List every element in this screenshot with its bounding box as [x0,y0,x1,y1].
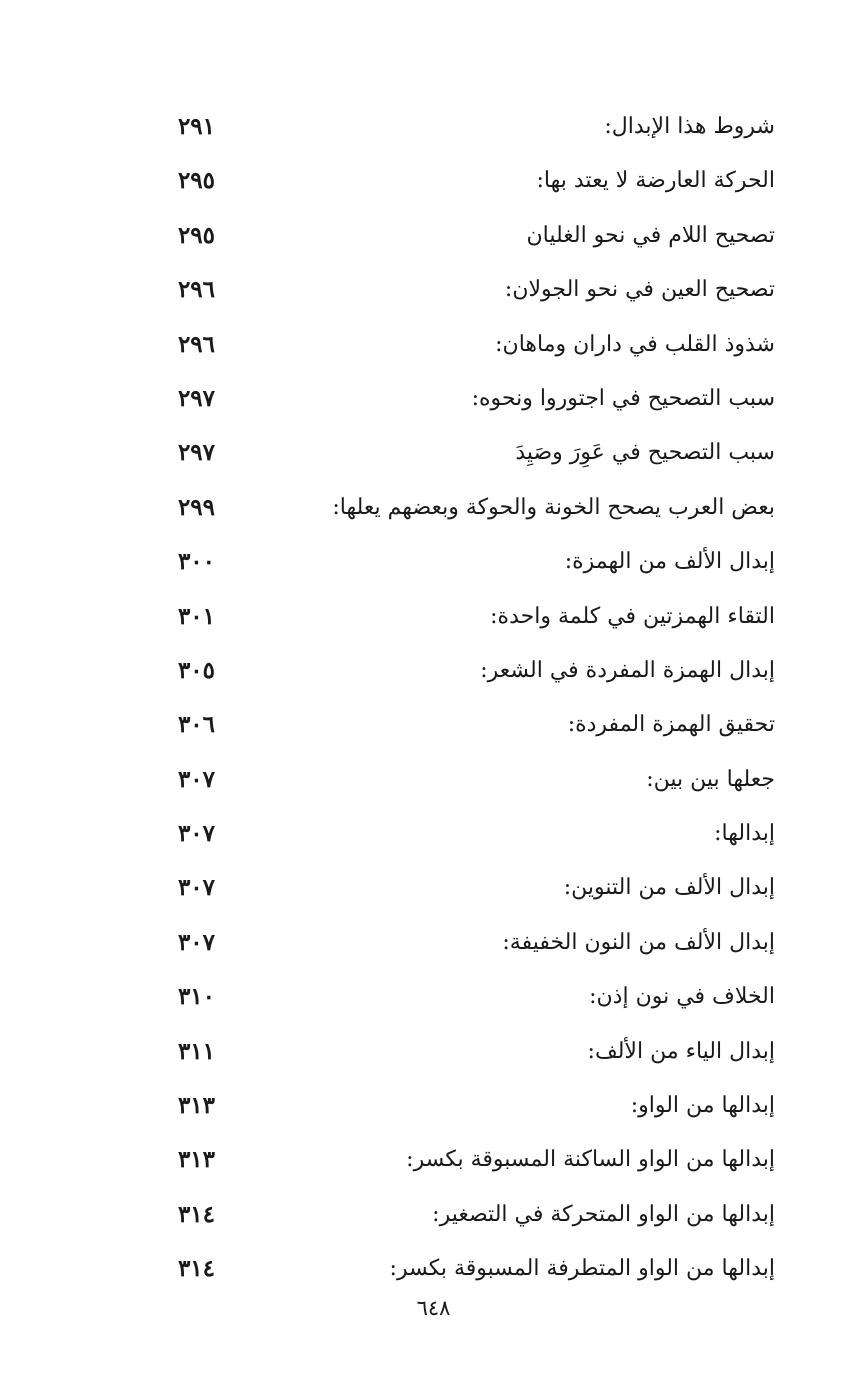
toc-entry-title: إبدال الألف من النون الخفيفة: [502,929,775,955]
toc-entry-page-number: ٢٩٧ [177,439,215,467]
toc-entry-page-number: ٣٠١ [177,602,215,630]
toc-entry-title: التقاء الهمزتين في كلمة واحدة: [490,603,775,629]
toc-entry [0,1079,867,1133]
toc-entry-page-number: ٢٩٦ [177,330,215,358]
toc-entry [0,100,867,154]
toc-entry-page-number: ٣٠٧ [177,820,215,848]
page-number: ٦٤٨ [416,1296,451,1320]
toc-entry [0,1188,867,1242]
toc-entry-title: الخلاف في نون إذن: [589,984,775,1010]
toc-entry-title: إبدالها من الواو: [630,1093,775,1119]
toc-entry-page-number: ٣١٤ [177,1200,215,1228]
toc-entry [0,209,867,263]
toc-entry [0,426,867,480]
toc-entry-page-number: ٣٠٧ [177,874,215,902]
toc-entry-page-number: ٢٩٥ [177,167,215,195]
toc-entry [0,970,867,1024]
toc-entry-page-number: ٣٠٠ [177,548,215,576]
toc-entry [0,861,867,915]
toc-entry-title: إبدالها من الواو المتحركة في التصغير: [432,1201,775,1227]
toc-entry-page-number: ٢٩٩ [177,493,215,521]
toc-entry-page-number: ٣١٤ [177,1255,215,1283]
toc-entry-title: إبدالها: [714,821,775,847]
toc-entry-page-number: ٢٩٥ [177,221,215,249]
toc-entry-page-number: ٣١٣ [177,1146,215,1174]
toc-entry-title: تصحيح العين في نحو الجولان: [504,277,775,303]
toc-entry [0,154,867,208]
toc-entry-page-number: ٣٠٧ [177,928,215,956]
toc-entry-page-number: ٣١٠ [177,983,215,1011]
toc-entry-title: سبب التصحيح في اجتوروا ونحوه: [471,385,775,411]
toc-entry [0,753,867,807]
toc-entry-title: إبدال الألف من الهمزة: [564,549,775,575]
toc-entry [0,1133,867,1187]
toc-entry-title: تصحيح اللام في نحو الغليان [526,222,775,248]
toc-entry-page-number: ٣٠٥ [177,656,215,684]
toc-entry-page-number: ٢٩٦ [177,276,215,304]
toc-entry-title: شذوذ القلب في داران وماهان: [495,331,775,357]
toc-entry-title: إبدال الألف من التنوين: [563,875,775,901]
toc-entry-title: بعض العرب يصحح الخونة والحوكة وبعضهم يعلها: [332,494,775,520]
toc-entry-title: الحركة العارضة لا يعتد بها: [536,168,775,194]
table-of-contents [0,100,867,1297]
toc-entry [0,916,867,970]
toc-entry [0,318,867,372]
toc-entry [0,263,867,317]
toc-entry-page-number: ٣١١ [177,1037,215,1065]
toc-entry-page-number: ٣٠٦ [177,711,215,739]
toc-entry [0,481,867,535]
toc-entry-title: إبدال الهمزة المفردة في الشعر: [480,657,775,683]
toc-entry [0,807,867,861]
toc-entry-title: إبدالها من الواو الساكنة المسبوقة بكسر: [406,1147,775,1173]
toc-entry-title: جعلها بين بين: [646,766,775,792]
toc-entry-title: تحقيق الهمزة المفردة: [567,712,775,738]
toc-entry-title: شروط هذا الإبدال: [604,114,775,139]
toc-entry-title: إبدال الياء من الألف: [587,1038,775,1064]
toc-entry [0,535,867,589]
toc-entry [0,1025,867,1079]
toc-entry-page-number: ٢٩٧ [177,384,215,412]
toc-entry [0,698,867,752]
toc-entry [0,644,867,698]
toc-entry-title: إبدالها من الواو المتطرفة المسبوقة بكسر: [389,1256,775,1282]
toc-entry-page-number: ٣٠٧ [177,765,215,793]
toc-entry [0,590,867,644]
toc-entry-page-number: ٢٩١ [177,113,215,140]
toc-entry [0,372,867,426]
toc-entry-title: سبب التصحيح في عَوِرَ وصَيِدَ [515,440,775,466]
toc-entry [0,1242,867,1296]
toc-entry-page-number: ٣١٣ [177,1092,215,1120]
